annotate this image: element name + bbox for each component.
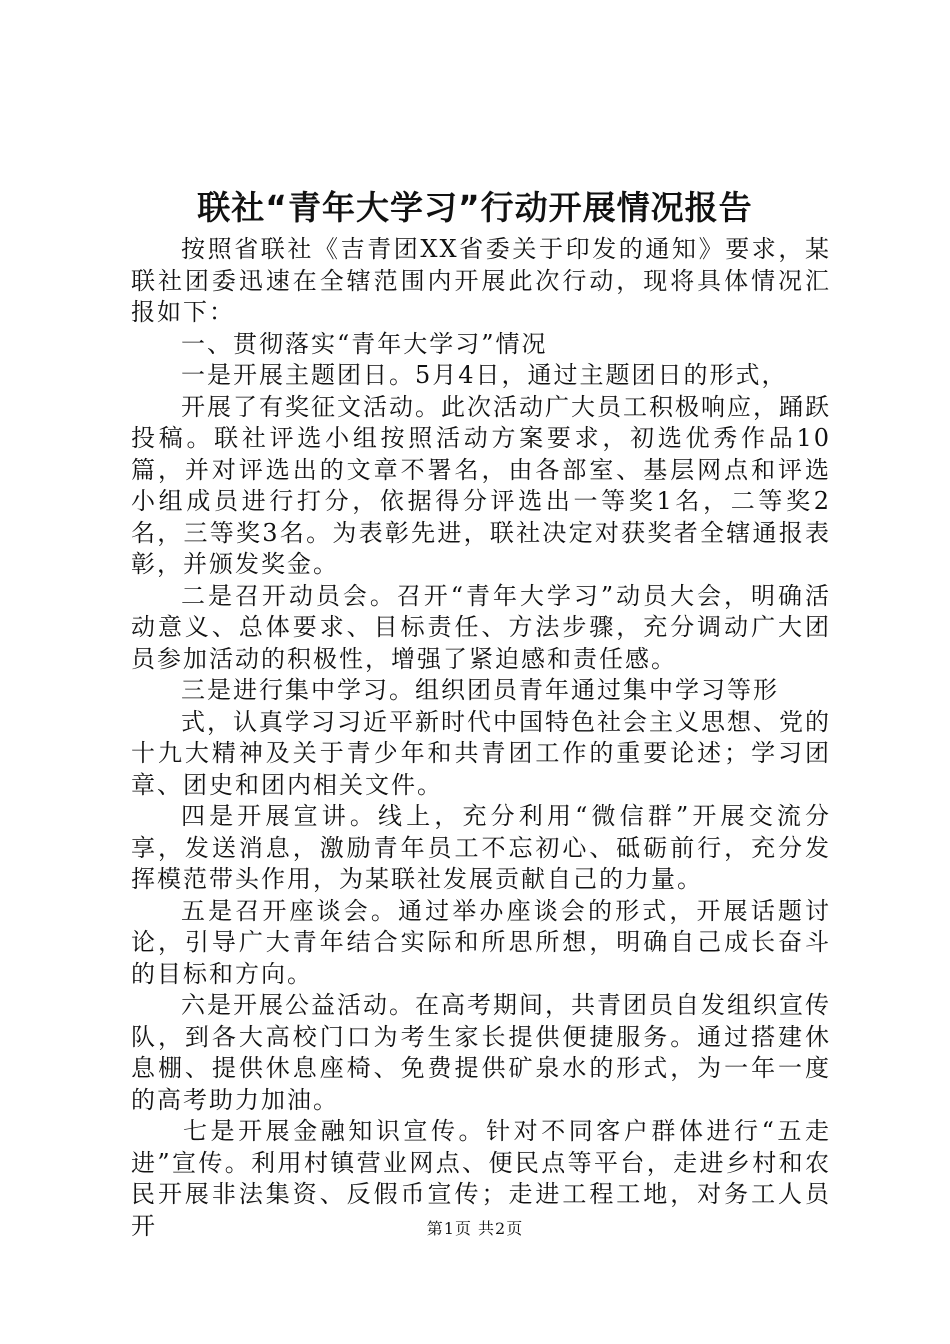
paragraph-item-2: 二是召开动员会。召开“青年大学习”动员大会，明确活动意义、总体要求、目标责任、方法步骤，充分调动广大团员参加活动的积极性，增强了紧迫感和责任感。 (131, 581, 831, 673)
document-body (131, 234, 831, 1242)
document-title: 联社“青年大学习”行动开展情况报告 (197, 188, 753, 227)
paragraph-intro: 按照省联社《吉青团XX省委关于印发的通知》要求，某联社团委迅速在全辖范围内开展此次行动，现将具体情况汇报如下： (131, 235, 831, 326)
paragraph-item-4: 四是开展宣讲。线上，充分利用“微信群”开展交流分享，发送消息，激励青年员工不忘初心、砥砺前行，充分发挥模范带头作用，为某联社发展贡献自己的力量。 (131, 802, 831, 893)
paragraph-item-1a: 一是开展主题团日。5月4日，通过主题团日的形式， (181, 361, 788, 389)
paragraph-item-5: 五是召开座谈会。通过举办座谈会的形式，开展话题讨论，引导广大青年结合实际和所思所想，明确自己成长奋斗的目标和方向。 (131, 896, 831, 988)
paragraph-item-3b: 式，认真学习习近平新时代中国特色社会主义思想、党的十九大精神及关于青少年和共青团工作的重要论述；学习团章、团史和团内相关文件。 (131, 707, 831, 799)
paragraph-item-3a: 三是进行集中学习。组织团员青年通过集中学习等形 (181, 676, 779, 704)
paragraph-item-7: 七是开展金融知识宣传。针对不同客户群体进行“五走进”宣传。利用村镇营业网点、便民点等平台，走进乡村和农民开展非法集资、反假币宣传；走进工程工地，对务工人员开 (131, 1117, 831, 1240)
section-heading: 一、贯彻落实“青年大学习”情况 (181, 329, 548, 358)
paragraph-item-6: 六是开展公益活动。在高考期间，共青团员自发组织宣传队，到各大高校门口为考生家长提供便捷服务。通过搭建休息棚、提供休息座椅、免费提供矿泉水的形式，为一年一度的高考助力加油。 (131, 991, 831, 1114)
page-number-footer: 第1页 共2页 (426, 1219, 524, 1238)
paragraph-item-1b: 开展了有奖征文活动。此次活动广大员工积极响应，踊跃投稿。联社评选小组按照活动方案要求，初选优秀作品10篇，并对评选出的文章不署名，由各部室、基层网点和评选小组成员进行打分，依据得分评选出一等奖1名，二等奖2名，三等奖3名。为表彰先进，联社决定对获奖者全辖通报表彰，并颁发奖金。 (131, 392, 831, 578)
